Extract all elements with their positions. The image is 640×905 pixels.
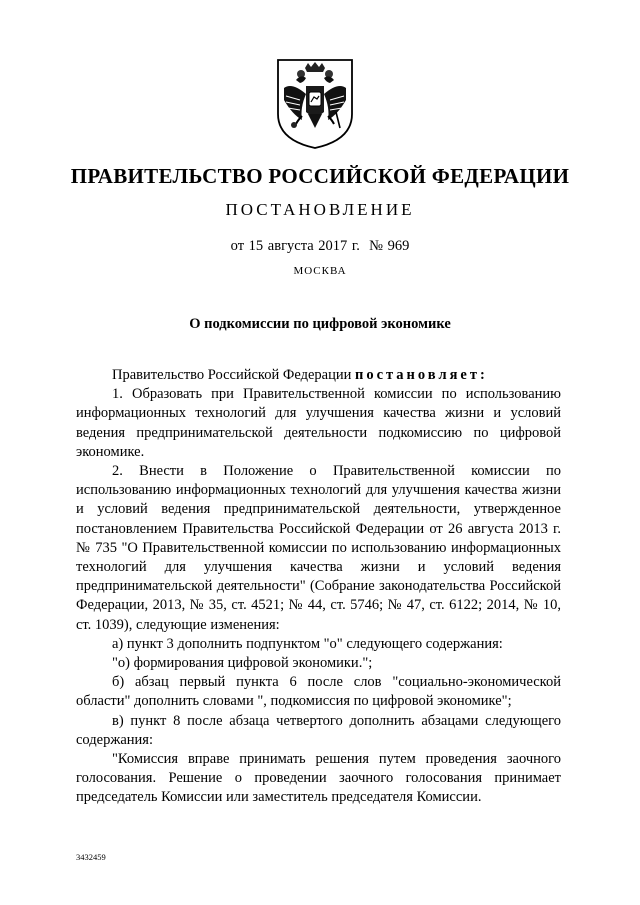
document-number-footer: 3432459 <box>76 852 106 862</box>
paragraph-7: "Комиссия вправе принимать решения путем проведения заочного голосования. Решение о проведении заочного голосования принимает председатель Комиссии или заместитель председателя Комиссии. <box>76 751 561 806</box>
paragraph-6: в) пункт 8 после абзаца четвертого дополнить абзацами следующего содержания: <box>76 712 561 748</box>
paragraph-5: б) абзац первый пункта 6 после слов "социально-экономической области" дополнить словами ", подкомиссия по цифровой экономике"; <box>76 674 561 710</box>
document-body <box>76 366 561 808</box>
document-date: от 15 августа 2017 г. № 969 <box>230 238 410 254</box>
document-subject: О подкомиссии по цифровой экономике <box>189 316 451 332</box>
paragraph-1: 1. Образовать при Правительственной комиссии по использованию информационных технологий для улучшения качества жизни и условий ведения предпринимательской деятельности подкомиссию по цифровой экономике. <box>76 386 561 460</box>
russian-coat-of-arms-icon <box>272 52 358 152</box>
paragraph-2: 2. Внести в Положение о Правительственной комиссии по использованию информационных технологий для улучшения качества жизни и условий ведения предпринимательской деятельности, утвержденное постановлением Правительства Российской Федерации от 26 августа 2013 г. № 735 "О Правительственной комиссии по использованию информационных технологий для улучшения качества жизни и условий ведения предпринимательской деятельности" (Собрание законодательства Российской Федерации, 2013, № 35, ст. 4521; № 44, ст. 5746; № 47, ст. 6122; 2014, № 10, ст. 1039), следующие изменения: <box>76 463 561 633</box>
intro-decree-word: постановляет: <box>354 367 488 383</box>
intro-paragraph <box>76 366 561 385</box>
document-type: ПОСТАНОВЛЕНИЕ <box>225 200 415 219</box>
paragraph-3: а) пункт 3 дополнить подпунктом "о" следующего содержания: <box>112 635 503 652</box>
government-title: ПРАВИТЕЛЬСТВО РОССИЙСКОЙ ФЕДЕРАЦИИ <box>70 164 570 188</box>
intro-prefix: Правительство Российской Федерации <box>112 367 355 383</box>
paragraph-4: "о) формирования цифровой экономики."; <box>112 655 373 672</box>
document-city: МОСКВА <box>293 265 347 277</box>
